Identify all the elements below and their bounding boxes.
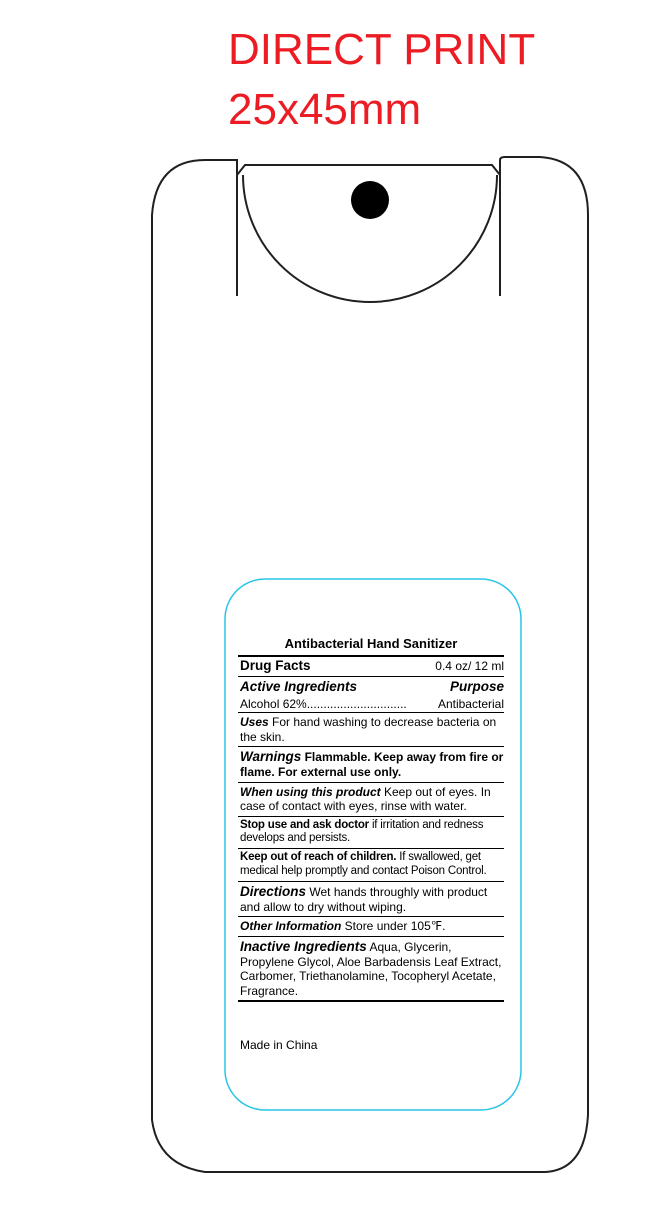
warnings-heading: Warnings: [240, 749, 302, 765]
uses-section: [238, 713, 504, 746]
divider: [238, 1000, 504, 1002]
when-using-section: [238, 783, 504, 816]
hanging-hole: [351, 181, 389, 219]
uses-text: For hand washing to decrease bacteria on the skin.: [240, 715, 497, 744]
other-info-text: Store under 105℉.: [341, 919, 446, 934]
uses-heading: Uses: [240, 715, 269, 730]
drug-facts-row: [238, 657, 504, 676]
inactive-section: [238, 937, 504, 1000]
print-size-heading: 25x45mm: [228, 85, 422, 134]
directions-text: Wet hands throughly with product and allow to dry without wiping.: [240, 884, 488, 914]
volume-text: 0.4 oz/ 12 ml: [435, 658, 504, 673]
inactive-ingredients-text: Aqua, Glycerin, Propylene Glycol, Aloe Barbadensis Leaf Extract, Carbomer, Triethanolamine, Tocopheryl Acetate, Fragrance.: [240, 939, 502, 998]
active-ingredients-heading: Active Ingredients: [240, 678, 358, 694]
keep-out-text: If swallowed, get medical help promptly and contact Poison Control.: [240, 851, 487, 877]
stop-use-text: if irritation and redness develops and persists.: [240, 818, 484, 845]
when-using-heading: When using this product: [240, 784, 381, 799]
stop-use-section: [238, 817, 504, 849]
directions-heading: Directions: [240, 883, 307, 899]
drug-facts-label: [238, 636, 504, 1002]
warnings-text: Flammable. Keep away from fire or flame. For external use only.: [240, 750, 504, 780]
inactive-ingredients-heading: Inactive Ingredients: [240, 938, 367, 954]
active-purpose: Antibacterial: [437, 696, 504, 711]
when-using-text: Keep out of eyes. In case of contact with eyes, rinse with water.: [240, 784, 491, 814]
product-title: Antibacterial Hand Sanitizer: [284, 636, 458, 651]
stop-use-heading: Stop use and ask doctor: [240, 818, 369, 831]
keep-out-heading: Keep out of reach of children.: [240, 851, 397, 864]
other-info-section: [238, 917, 504, 935]
active-heading-row: [238, 677, 504, 697]
print-method-heading: DIRECT PRINT: [228, 25, 536, 74]
directions-section: [238, 882, 504, 917]
leader-dots: ..............................: [306, 696, 407, 711]
keep-out-section: [238, 849, 504, 881]
country-of-origin: Made in China: [240, 1038, 318, 1052]
active-ingredient: Alcohol 62%: [240, 696, 307, 711]
drug-facts-heading: Drug Facts: [240, 657, 311, 673]
purpose-heading: Purpose: [449, 678, 504, 694]
warnings-section: [238, 747, 504, 782]
active-ingredient-row: [238, 697, 504, 712]
other-info-heading: Other Information: [240, 919, 342, 934]
